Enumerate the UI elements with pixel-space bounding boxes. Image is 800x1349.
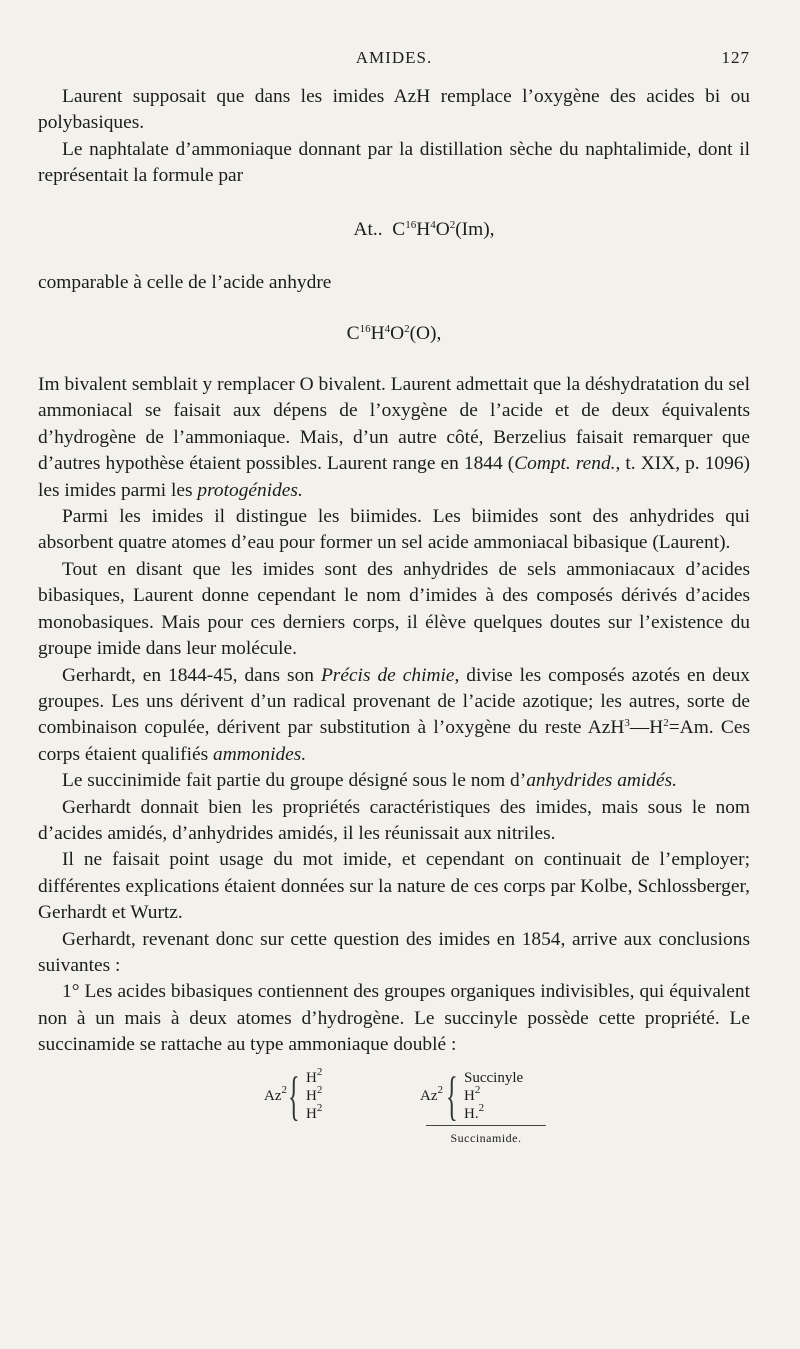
page-body	[38, 84, 750, 1197]
paragraph-3: comparable à celle de l’acide anhydre	[38, 271, 332, 293]
formula-prefix: At..	[353, 218, 383, 240]
scheme-right-rows: Succinyle $H^2$ H.$^2$	[464, 1069, 524, 1122]
paragraph-1: Laurent supposait que dans les imides AzH remplace l’oxygène des acides bi ou polybasiques.	[38, 86, 750, 134]
paragraph-10: Il ne faisait point usage du mot imide, et cependant on continuait de l’employer; différentes explications étaient données sur la nature de ces corps par Kolbe, Schlossberger, Gerhardt et Wurtz.	[38, 849, 750, 924]
paragraph-5: Parmi les imides il distingue les biimides. Les biimides sont des anhydrides qui absorbent quatre atomes d’eau pour former un sel acide ammoniacal bibasique (Laurent).	[38, 506, 750, 554]
paragraph-9: Gerhardt donnait bien les propriétés caractéristiques des imides, mais sous le nom d’acides amidés, d’anhydrides amidés, il les réunissait aux nitriles.	[38, 796, 750, 844]
paragraph-7: Gerhardt, en 1844-45, dans son Précis de chimie, divise les composés azotés en deux groupes. Les uns dérivent d’un radical provenant de l’acide azotique; les autres, sorte de combinaison copulée, dérivent par substitution à l’oxygène du reste $AzH^3—H^2=Am$. Ces corps étaient qualifiés ammonides.	[38, 664, 750, 765]
succinamide-scheme	[38, 1067, 750, 1197]
scheme-underbrace	[426, 1125, 546, 1126]
paragraph-2: Le naphtalate d’ammoniaque donnant par la distillation sèche du naphtalimide, dont il représentait la formule par	[38, 138, 750, 187]
scheme-left-brace: {	[288, 1065, 300, 1126]
scheme-right-base: Az$^2$	[420, 1083, 443, 1104]
scheme-right-brace: {	[446, 1065, 458, 1126]
scheme-left-base: Az$^2$	[264, 1083, 287, 1104]
running-head	[38, 48, 750, 72]
paragraph-8: Le succinimide fait partie du groupe désigné sous le nom d’anhydrides amidés.	[62, 770, 677, 792]
scheme-left-rows: $H^2$ $H^2$ $H^2$	[306, 1065, 323, 1122]
paragraph-12: 1° Les acides bibasiques contiennent des groupes organiques indivisibles, qui équivalent non à un mais à deux atomes d’hydrogène. Le succinyle possède cette propriété. Le succinamide se rattache au type ammoniaque doublé :	[38, 981, 750, 1056]
page-number: 127	[721, 48, 750, 67]
scheme-caption: Succinamide.	[450, 1130, 522, 1145]
formula-naphtalimide: At.. $C^{16}H^4O^2(Im)$,	[353, 218, 495, 240]
formula-acide-anhydre: $C^{16}H^4O^2(O)$,	[346, 323, 442, 345]
paragraph-6: Tout en disant que les imides sont des anhydrides de sels ammoniacaux d’acides bibasiques, Laurent donne cependant le nom d’imides à des composés dérivés d’acides monobasiques. Mais pour ces derniers corps, il élève quelques doutes sur l’existence du groupe imide dans leur molécule.	[38, 558, 750, 660]
paragraph-11: Gerhardt, revenant donc sur cette question des imides en 1854, arrive aux conclusions suivantes :	[38, 928, 750, 976]
paragraph-4: Im bivalent semblait y remplacer O bivalent. Laurent admettait que la déshydratation du sel ammoniacal se faisait aux dépens de l’oxygène de l’acide et de deux équivalents d’hydrogène de l’ammoniaque. Mais, d’un autre côté, Berzelius faisait remarquer que d’autres hypothèse étaient possibles. Laurent range en 1844 (Compt. rend., t. XIX, p. 1096) les imides parmi les protogénides.	[38, 374, 750, 501]
page-title: AMIDES.	[355, 48, 433, 67]
